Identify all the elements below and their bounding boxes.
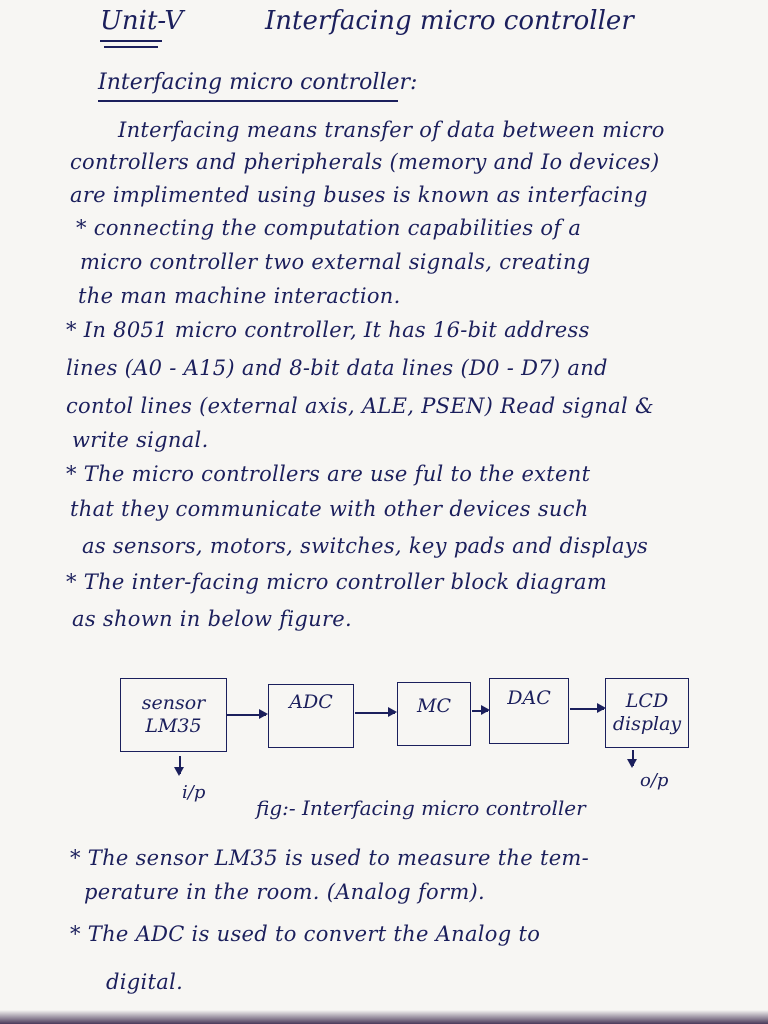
mc-block: [397, 682, 471, 746]
note-line: controllers and pheripherals (memory and Io devices): [70, 150, 660, 174]
note-line: * The micro controllers are use ful to the extent: [66, 462, 591, 486]
flow-arrow: [570, 708, 604, 710]
note-line: write signal.: [72, 428, 209, 452]
note-line: perature in the room. (Analog form).: [84, 880, 486, 904]
note-line: digital.: [106, 970, 184, 994]
flow-arrow: [355, 712, 395, 714]
note-line: * The sensor LM35 is used to measure the tem-: [70, 846, 590, 870]
unit-underline: [100, 40, 162, 42]
lcd-display-block: [605, 678, 689, 748]
block-label: DAC: [507, 687, 551, 709]
page-edge: [0, 1010, 768, 1024]
note-line: are implimented using buses is known as interfacing: [70, 183, 648, 207]
note-line: contol lines (external axis, ALE, PSEN) Read signal &: [66, 394, 654, 418]
note-line: * In 8051 micro controller, It has 16-bit address: [66, 318, 590, 342]
block-label: MC: [417, 695, 451, 717]
adc-block: [268, 684, 354, 748]
unit-underline-2: [104, 46, 158, 48]
flow-arrow: [226, 714, 266, 716]
input-arrow: [179, 756, 181, 774]
note-line: that they communicate with other devices such: [70, 497, 589, 521]
block-label: LM35: [145, 715, 202, 737]
output-arrow: [632, 750, 634, 766]
note-line: Interfacing means transfer of data between micro: [118, 118, 665, 142]
page-title: Interfacing micro controller: [265, 6, 634, 36]
flow-arrow: [472, 710, 488, 712]
figure-caption: fig:- Interfacing micro controller: [256, 796, 586, 820]
note-line: as shown in below figure.: [72, 607, 352, 631]
note-line: * connecting the computation capabilities of a: [76, 216, 582, 240]
note-line: * The inter-facing micro controller block diagram: [66, 570, 608, 594]
block-label: sensor: [141, 692, 206, 715]
note-line: the man machine interaction.: [78, 284, 401, 308]
input-label: i/p: [182, 782, 206, 803]
section-heading: Interfacing micro controller:: [98, 70, 418, 95]
sensor-block: [120, 678, 227, 752]
unit-label: Unit-V: [100, 6, 184, 36]
dac-block: [489, 678, 569, 744]
output-label: o/p: [640, 770, 669, 791]
note-line: as sensors, motors, switches, key pads and displays: [82, 534, 649, 558]
block-label: ADC: [289, 691, 333, 713]
block-label: LCD: [625, 690, 669, 713]
note-line: * The ADC is used to convert the Analog to: [70, 922, 541, 946]
note-line: micro controller two external signals, creating: [80, 250, 591, 274]
block-label: display: [612, 713, 682, 735]
note-line: lines (A0 - A15) and 8-bit data lines (D0 - D7) and: [66, 356, 608, 380]
heading-underline: [98, 100, 398, 102]
